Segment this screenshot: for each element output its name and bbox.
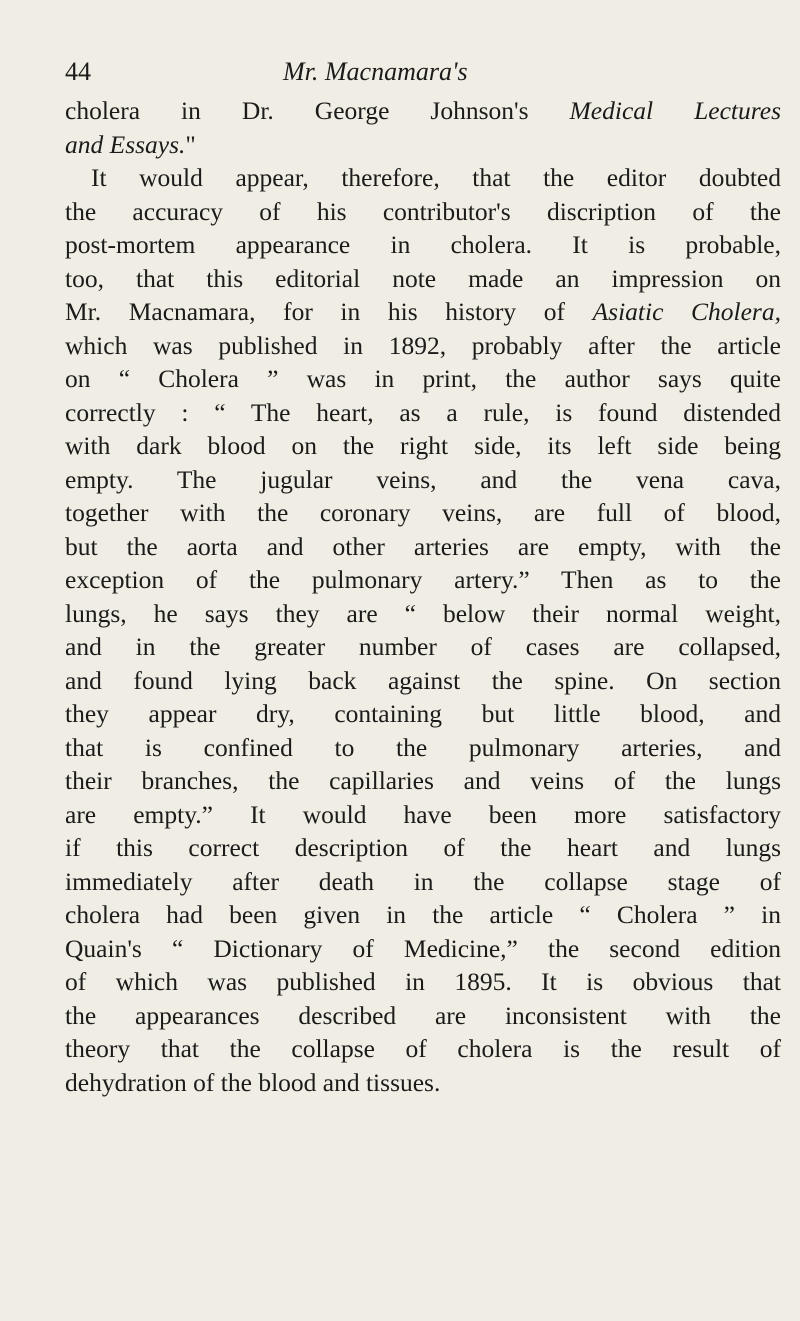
text-line (65, 94, 781, 128)
text-line (65, 161, 781, 195)
text-line (65, 831, 781, 865)
text-line (65, 295, 781, 329)
text-run: theory that the collapse of cholera is the result of (65, 1034, 781, 1063)
text-line (65, 898, 781, 932)
running-title: Mr. Macnamara's (283, 57, 468, 86)
text-run: empty. The jugular veins, and the vena cava, (65, 464, 781, 494)
text-run: correctly : “ The heart, as a rule, is found distended (65, 397, 781, 427)
text-run: which was published in 1892, probably after the article (65, 330, 781, 360)
text-run: that is confined to the pulmonary arteries, and (65, 732, 781, 762)
page-number: 44 (65, 57, 91, 86)
text-run: with dark blood on the right side, its left side being (65, 431, 781, 460)
text-line (65, 262, 781, 296)
text-line (65, 228, 781, 262)
text-run: but the aorta and other arteries are empty, with the (65, 531, 781, 561)
text-run: post-mortem appearance in cholera. It is probable, (65, 230, 781, 259)
text-run: lungs, he says they are “ below their normal weight, (65, 598, 781, 628)
text-run: Mr. Macnamara, for in his history of (65, 297, 593, 326)
text-line (65, 932, 781, 966)
text-line (65, 1032, 781, 1066)
running-head (65, 52, 785, 92)
text-line (65, 530, 781, 564)
text-run: are empty.” It would have been more satisfactory (65, 799, 781, 829)
text-run: immediately after death in the collapse stage of (65, 866, 781, 896)
text-run: the accuracy of his contributor's discription of the (65, 196, 781, 226)
text-line (65, 563, 781, 597)
text-line (65, 195, 781, 229)
text-run: Quain's “ Dictionary of Medicine,” the second edition (65, 933, 781, 963)
text-run: of which was published in 1895. It is obvious that (65, 967, 781, 996)
text-run: if this correct description of the heart and lungs (65, 833, 781, 862)
text-run: the appearances described are inconsistent with the (65, 1000, 781, 1030)
text-run: cholera in Dr. George Johnson's (65, 96, 570, 125)
text-run: and in the greater number of cases are collapsed, (65, 632, 781, 661)
text-run: their branches, the capillaries and veins of the lungs (65, 766, 781, 795)
text-line (65, 362, 781, 396)
text-line (65, 999, 781, 1033)
text-line (65, 731, 781, 765)
text-line (65, 496, 781, 530)
text-line (65, 965, 781, 999)
italic-text: Medical Lectures (569, 96, 781, 125)
body-text (65, 94, 781, 1099)
text-line (65, 764, 781, 798)
text-line (65, 597, 781, 631)
text-line (65, 128, 781, 162)
text-line (65, 664, 781, 698)
italic-text: Asiatic Cholera, (592, 297, 781, 326)
text-run: on “ Cholera ” was in print, the author says quite (65, 364, 781, 393)
italic-text: and Essays. (65, 129, 186, 159)
text-line (65, 630, 781, 664)
text-line (65, 865, 781, 899)
text-run: too, that this editorial note made an impression on (65, 263, 781, 293)
text-run: dehydration of the blood and tissues. (65, 1067, 441, 1097)
text-run: together with the coronary veins, are full of blood, (65, 498, 781, 527)
text-line (65, 798, 781, 832)
text-run: they appear dry, containing but little blood, and (65, 699, 781, 728)
text-run: exception of the pulmonary artery.” Then as to the (65, 565, 781, 594)
text-run: It would appear, therefore, that the editor doubted (91, 163, 781, 192)
text-run: cholera had been given in the article “ Cholera ” in (65, 900, 781, 929)
text-line (65, 429, 781, 463)
text-line (65, 463, 781, 497)
text-line (65, 329, 781, 363)
text-run: " (185, 129, 196, 159)
text-line (65, 396, 781, 430)
text-run: and found lying back against the spine. On section (65, 665, 781, 695)
text-line (65, 697, 781, 731)
text-line (65, 1066, 781, 1100)
